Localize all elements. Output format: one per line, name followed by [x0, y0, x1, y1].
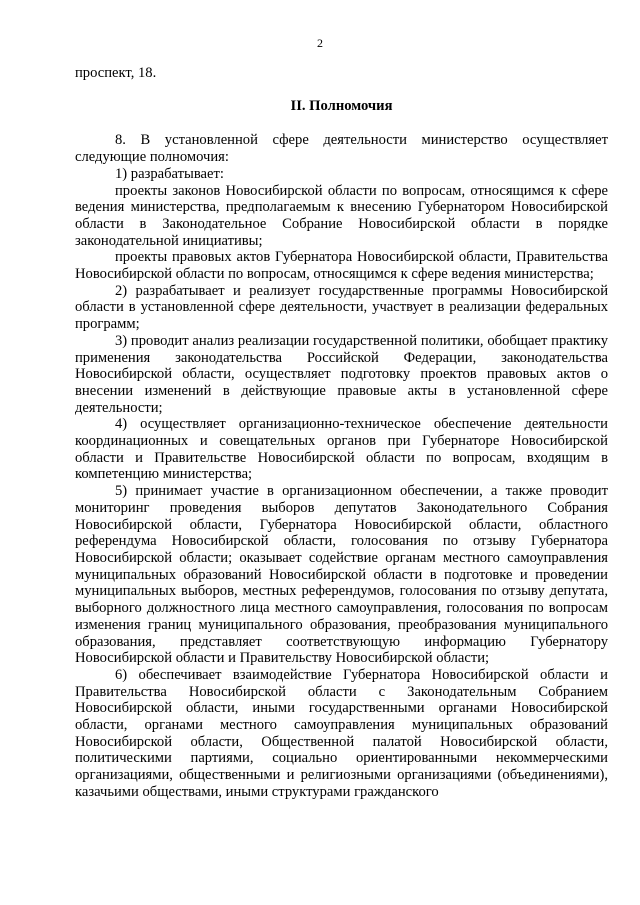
paragraph-subitem-2: 2) разрабатывает и реализует государственные программы Новосибирской области в установленной сфере деятельности, участвует в реализации федеральных программ; [75, 282, 608, 333]
section-heading: II. Полномочия [290, 97, 393, 114]
paragraph-item-8: 8. В установленной сфере деятельности министерство осуществляет следующие полномочия: [75, 132, 608, 166]
paragraph-continuation: проспект, 18. [75, 65, 157, 81]
paragraph-subitem-3: 3) проводит анализ реализации государственной политики, обобщает практику применения законодательства Российской Федерации, законодательства Новосибирской области, осуществляет подготовку проектов правовых актов о внесении изменений в действующие правовые акты в установленной сфере деятельности; [75, 332, 608, 416]
paragraph-subitem-1: 1) разрабатывает: [115, 165, 224, 182]
paragraph-subitem-5: 5) принимает участие в организационном обеспечении, а также проводит мониторинг проведения выборов депутатов Законодательного Собрания Новосибирской области, Губернатора Новосибирской области, областного референдума Новосибирской области, голосования по отзыву Губернатора Новосибирской области; оказывает содействие органам местного самоуправления муниципальных образований Новосибирской области в подготовке и проведении муниципальных выборов, местных референдумов, голосования по отзыву депутата, выборного должностного лица местного самоуправления, голосования по вопросам изменения границ муниципального образования, преобразования муниципального образования, представляет соответствующую информацию Губернатору Новосибирской области и Правительству Новосибирской области; [75, 483, 608, 667]
page-number: 2 [317, 36, 323, 50]
paragraph-subitem-6: 6) обеспечивает взаимодействие Губернатора Новосибирской области и Правительства Новосибирской области с Законодательным Собранием Новосибирской области, иными государственными органами Новосибирской области, органами местного самоуправления муниципальных образований Новосибирской области, Общественной палатой Новосибирской области, политическими партиями, социально ориентированными некоммерческими организациями, общественными и религиозными организациями (объединениями), казачьими обществами, иными структурами гражданского [75, 666, 608, 800]
paragraph-legal-acts-drafts: проекты правовых актов Губернатора Новосибирской области, Правительства Новосибирской области по вопросам, относящимся к сфере ведения министерства; [75, 249, 608, 283]
document-body [75, 65, 608, 801]
paragraph-laws-drafts: проекты законов Новосибирской области по вопросам, относящимся к сфере ведения министерства, предполагаемым к внесению Губернатором Новосибирской области в Законодательное Собрание Новосибирской области в порядке законодательной инициативы; [75, 182, 608, 249]
paragraph-subitem-4: 4) осуществляет организационно-техническое обеспечение деятельности координационных и совещательных органов при Губернаторе Новосибирской области и Правительстве Новосибирской области по вопросам, входящим в компетенцию министерства; [75, 416, 608, 483]
